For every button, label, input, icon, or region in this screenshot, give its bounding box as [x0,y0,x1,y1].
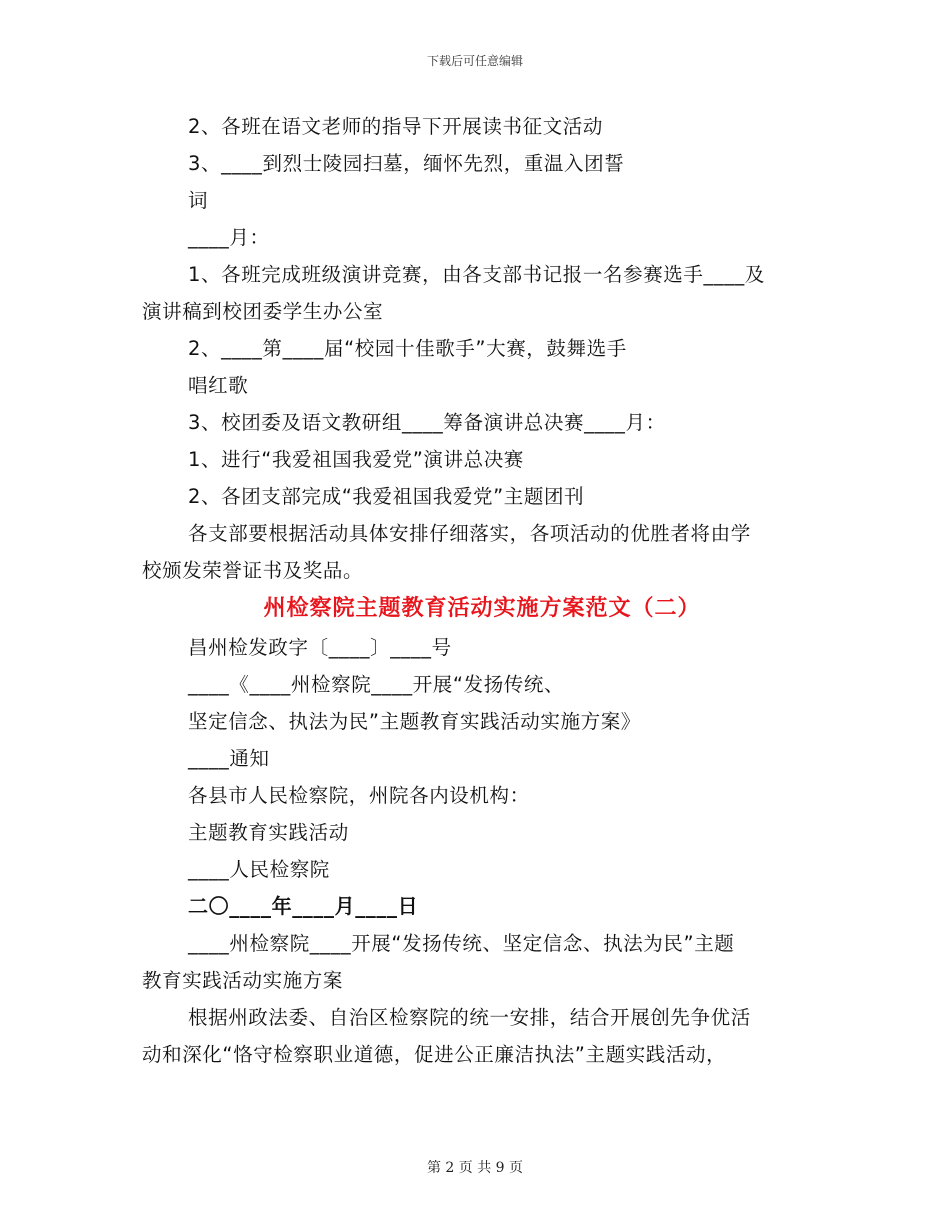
text-line: ____月： [188,226,270,249]
text-line: 3、校团委及语文教研组____筹备演讲总决赛____月： [188,411,666,434]
date-line: 二〇____年____月____日 [188,894,419,918]
text-line: 2、各班在语文老师的指导下开展读书征文活动 [188,115,604,138]
text-line: ____《____州检察院____开展“发扬传统、 [188,673,565,696]
text-line: ____州检察院____开展“发扬传统、坚定信念、执法为民”主题 [188,932,735,955]
text-line: 2、____第____届“校园十佳歌手”大赛，鼓舞选手 [188,337,627,360]
text-line: 主题教育实践活动 [188,821,349,844]
text-line: 各县市人民检察院，州院各内设机构： [188,784,530,807]
document-body [142,108,822,1073]
text-line: ____通知 [188,747,270,770]
section-title: 州检察院主题教育活动实施方案范文（二） [263,596,701,621]
text-line: 词 [188,189,209,212]
header-note: 下载后可任意编辑 [426,54,523,68]
text-line: 教育实践活动实施方案 [142,969,344,992]
text-line: 1、进行“我爱祖国我爱党”演讲总决赛 [188,448,524,471]
text-line: 坚定信念、执法为民”主题教育实践活动实施方案》 [188,710,641,733]
text-line: 演讲稿到校团委学生办公室 [142,300,384,323]
text-line: 1、各班完成班级演讲竞赛，由各支部书记报一名参赛选手____及 [188,263,766,286]
text-line: 昌州检发政字〔____〕____号 [188,636,452,659]
text-line: 2、各团支部完成“我爱祖国我爱党”主题团刊 [188,485,585,508]
text-line: 动和深化“恪守检察职业道德，促进公正廉洁执法”主题实践活动， [142,1043,727,1066]
text-line: 3、____到烈士陵园扫墓，缅怀先烈，重温入团誓 [188,152,625,175]
page-number: 第 2 页 共 9 页 [426,1160,524,1176]
text-line: ____人民检察院 [188,858,330,881]
text-line: 唱红歌 [188,374,249,397]
text-line: 校颁发荣誉证书及奖品。 [142,559,364,582]
text-line: 根据州政法委、自治区检察院的统一安排，结合开展创先争优活 [188,1006,751,1029]
text-line: 各支部要根据活动具体安排仔细落实，各项活动的优胜者将由学 [188,522,751,545]
